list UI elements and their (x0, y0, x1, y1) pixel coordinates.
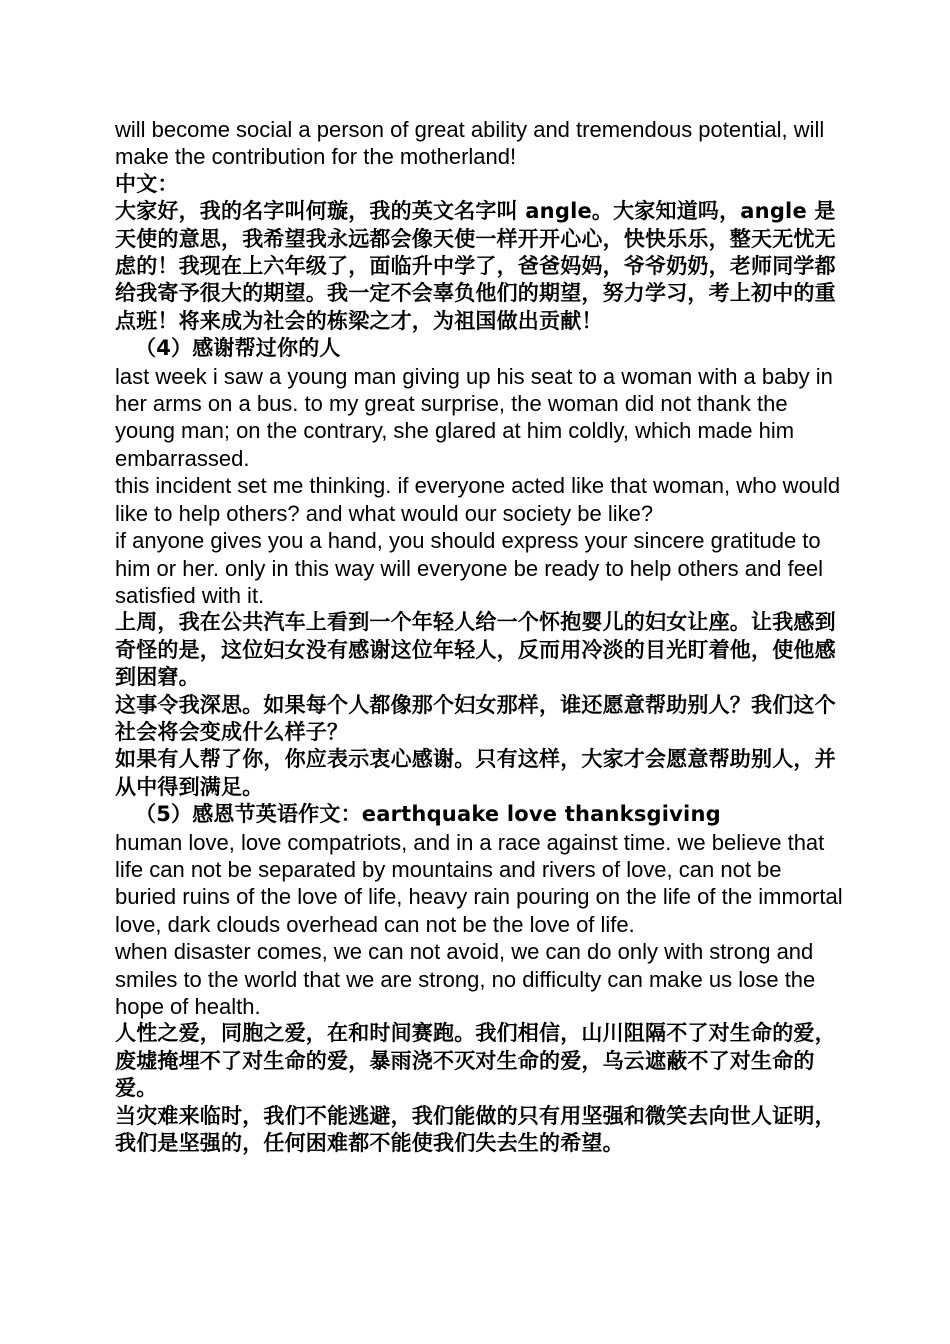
paragraph-zh-incident: 这事令我深思。如果每个人都像那个妇女那样，谁还愿意帮助别人？我们这个社会将会变成什么样子？ (115, 692, 836, 744)
paragraph-zh-human-love: 人性之爱，同胞之爱，在和时间赛跑。我们相信，山川阻隔不了对生命的爱，废墟掩埋不了对生命的爱，暴雨浇不灭对生命的爱，乌云遮蔽不了对生命的爱。 (115, 1021, 836, 1101)
document-page (115, 116, 845, 1157)
paragraph-zh-bus-story: 上周，我在公共汽车上看到一个年轻人给一个怀抱婴儿的妇女让座。让我感到奇怪的是，这位妇女没有感谢这位年轻人，反而用冷淡的目光盯着他，使他感到困窘。 (115, 610, 836, 690)
paragraph-zh-disaster: 当灾难来临时，我们不能逃避，我们能做的只有用坚强和微笑去向世人证明，我们是坚强的，任何困难都不能使我们失去生的希望。 (115, 1103, 836, 1156)
paragraph-en-incident: this incident set me thinking. if everyone acted like that woman, who would like to help others? and what would our society be like? (115, 473, 841, 526)
paragraph-en-gratitude: if anyone gives you a hand, you should express your sincere gratitude to him or her. only in this way will everyone be ready to help others and feel satisfied with it. (115, 528, 824, 608)
heading-section-4: （4）感谢帮过你的人 (135, 336, 341, 361)
paragraph-en-continuation: will become social a person of great ability and tremendous potential, will make the contribution for the motherland! (115, 117, 825, 170)
label-chinese: 中文： (115, 171, 179, 196)
paragraph-zh-intro: 大家好，我的名字叫何璇，我的英文名字叫 angle。大家知道吗，angle 是天使的意思，我希望我永远都会像天使一样开开心心，快快乐乐，整天无忧无虑的！我现在上六年级了，面临升中学了，爸爸妈妈，爷爷奶奶，老师同学都给我寄予很大的期望。我一定不会辜负他们的期望，努力学习，考上初中的重点班！将来成为社会的栋梁之才，为祖国做出贡献！ (115, 199, 836, 333)
paragraph-zh-gratitude: 如果有人帮了你，你应表示衷心感谢。只有这样，大家才会愿意帮助别人，并从中得到满足。 (115, 747, 836, 799)
heading-section-5: （5）感恩节英语作文：earthquake love thanksgiving (135, 802, 721, 827)
paragraph-en-disaster: when disaster comes, we can not avoid, we can do only with strong and smiles to the world that we are strong, no difficulty can make us lose the hope of health. (115, 939, 816, 1019)
paragraph-en-bus-story: last week i saw a young man giving up his seat to a woman with a baby in her arms on a bus. to my great surprise, the woman did not thank the young man; on the contrary, she glared at him coldly, which made him embarrassed. (115, 363, 833, 471)
paragraph-en-human-love: human love, love compatriots, and in a race against time. we believe that life can not be separated by mountains and rivers of love, can not be buried ruins of the love of life, heavy rain pouring on the life of the immortal love, dark clouds overhead can not be the love of life. (115, 829, 843, 937)
